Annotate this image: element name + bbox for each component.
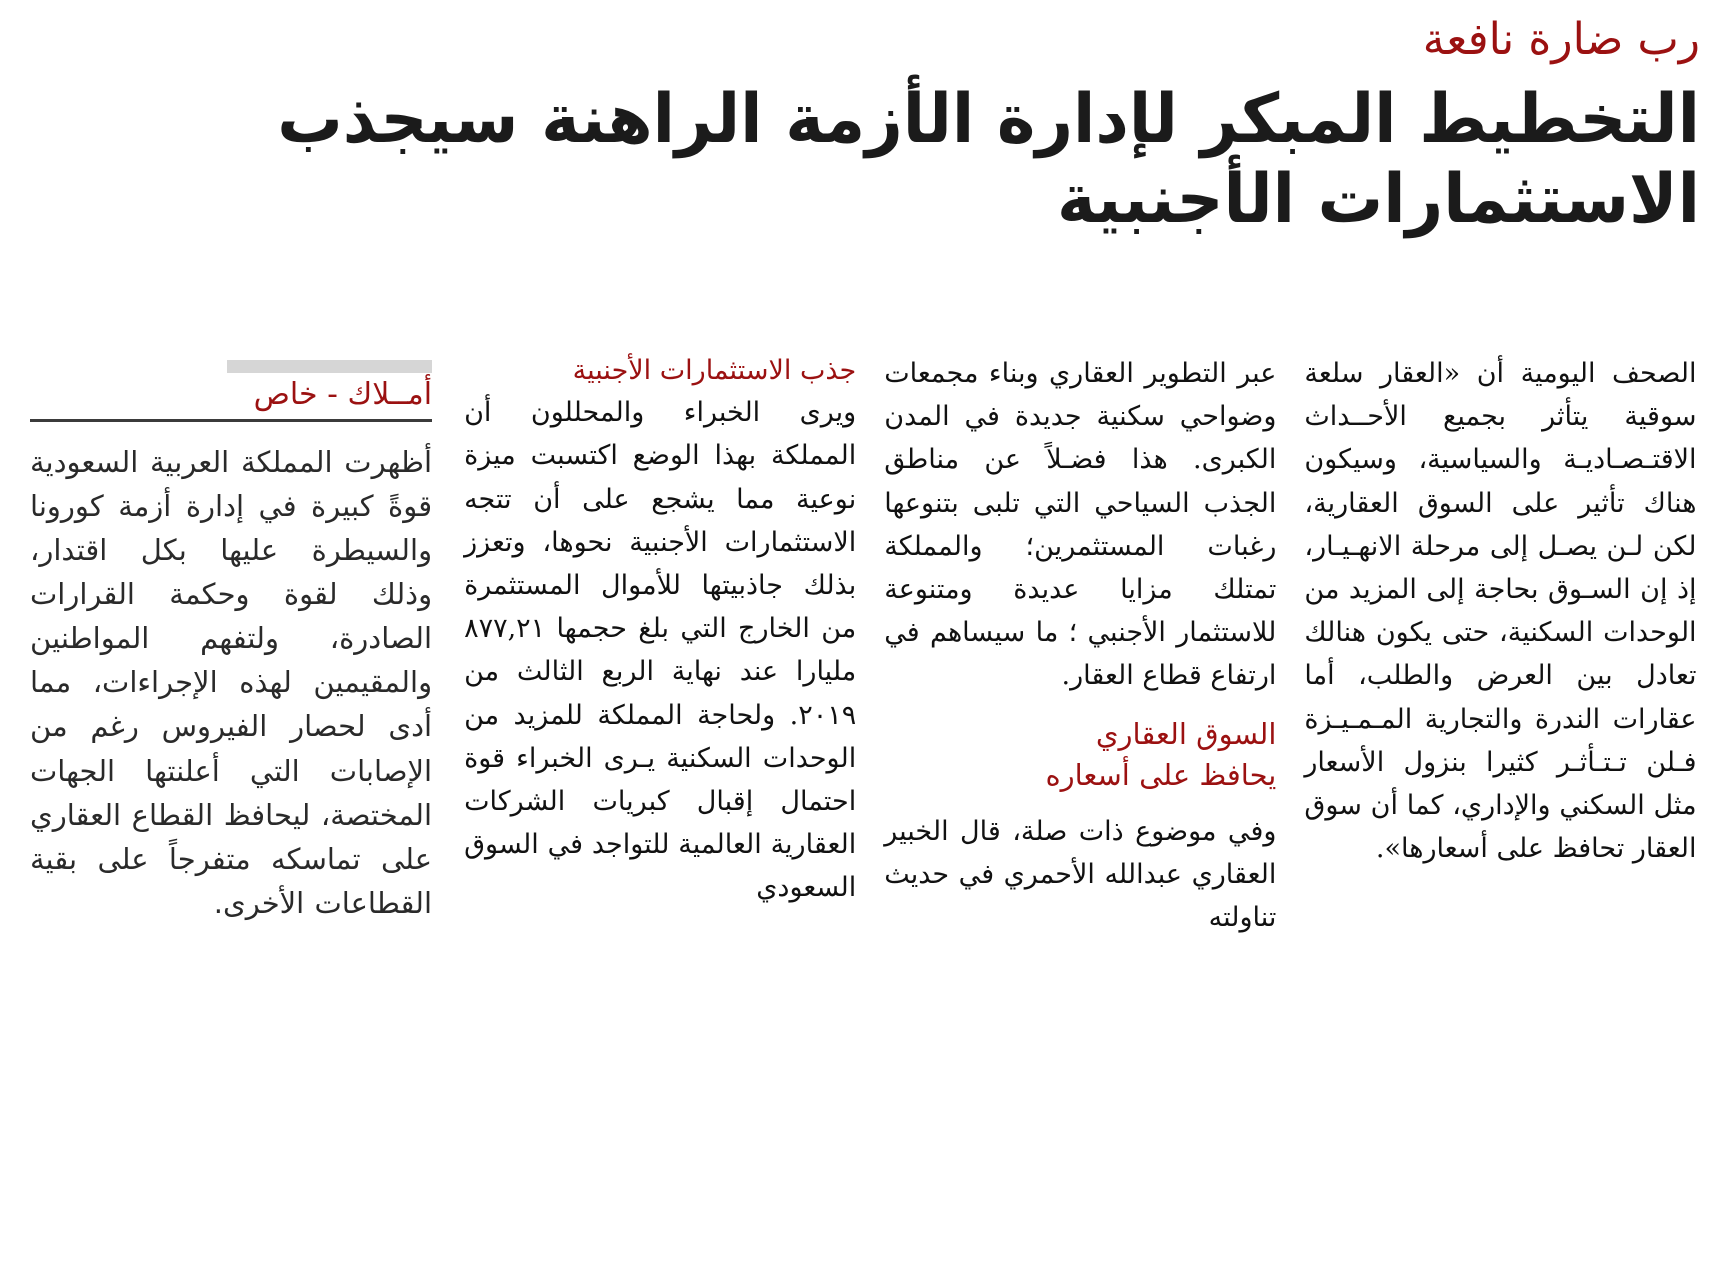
article-columns bbox=[6, 352, 1714, 1284]
subheading-real-estate-market bbox=[884, 714, 1276, 796]
article-headline: التخطيط المبكر لإدارة الأزمة الراهنة سيجذب الاستثمارات الأجنبية bbox=[277, 80, 1700, 240]
column-one-text: الصحف اليومية أن «العقار سلعة سوقية يتأثر بجميع الأحــداث الاقتـصـاديـة والسياسية، وسيكون هناك تأثير على السوق العقارية، لكن لـن يصـل إلى مرحلة الانهـيـار، إذ إن السـوق بحاجة إلى المزيد من الوحدات السكنية، حتى يكون هنالك تعادل بين العرض والطلب، أما عقارات الندرة والتجارية المـمـيـزة فـلن تـتـأثـر كثيرا بنزول الأسعار مثل السكني والإداري، كما أن سوق العقار تحافظ على أسعارها». bbox=[1304, 358, 1697, 865]
section-label: أمــلاك - خاص bbox=[253, 377, 433, 412]
column-three bbox=[450, 352, 870, 910]
column-two bbox=[870, 352, 1290, 939]
subheading-foreign-investment: جذب الاستثمارات الأجنبية bbox=[572, 355, 857, 386]
grey-accent-bar bbox=[227, 360, 432, 373]
column-one bbox=[1290, 352, 1710, 870]
column-sidebar bbox=[6, 352, 450, 925]
article-kicker: رب ضارة نافعة bbox=[1422, 14, 1700, 65]
subheading-line-2: يحافظ على أسعاره bbox=[1045, 757, 1277, 792]
lede-paragraph: أظهرت المملكة العربية السعودية قوةً كبيرة في إدارة أزمة كورونا والسيطرة عليها بكل اقتدار، وذلك لقوة وحكمة القرارات الصادرة، ولتفهم المواطنين والمقيمين لهذه الإجراءات، مما أدى لحصار الفيروس رغم من الإصابات التي أعلنتها الجهات المختصة، ليحافظ القطاع العقاري على تماسكه متفرجاً على بقية القطاعات الأخرى. bbox=[30, 445, 433, 920]
column-two-text-top: عبر التطوير العقاري وبناء مجمعات وضواحي سكنية جديدة في المدن الكبرى. هذا فضـلاً عن مناطق الجذب السياحي التي تلبى بتنوعها رغبات المستثمرين؛ والمملكة تمتلك مزايا عديدة ومتنوعة للاستثمار الأجنبي ؛ ما سيساهم في ارتفاع قطاع العقار. bbox=[884, 358, 1277, 692]
section-divider bbox=[30, 419, 432, 422]
subheading-line-1: السوق العقاري bbox=[1095, 716, 1277, 751]
column-two-text-bottom: وفي موضوع ذات صلة، قال الخبير العقاري عبدالله الأحمري في حديث تناولته bbox=[884, 815, 1277, 934]
column-three-text: ويرى الخبراء والمحللون أن المملكة بهذا الوضع اكتسبت ميزة نوعية مما يشجع على أن تتجه الاستثمارات الأجنبية نحوها، وتعزز بذلك جاذبيتها للأموال المستثمرة من الخارج التي بلغ حجمها ٨٧٧,٢١ مليارا عند نهاية الربع الثالث من ٢٠١٩. ولحاجة المملكة للمزيد من الوحدات السكنية يـرى الخبراء قوة احتمال إقبال كبريات الشركات العقارية العالمية للتواجد في السوق السعودي bbox=[464, 397, 857, 904]
